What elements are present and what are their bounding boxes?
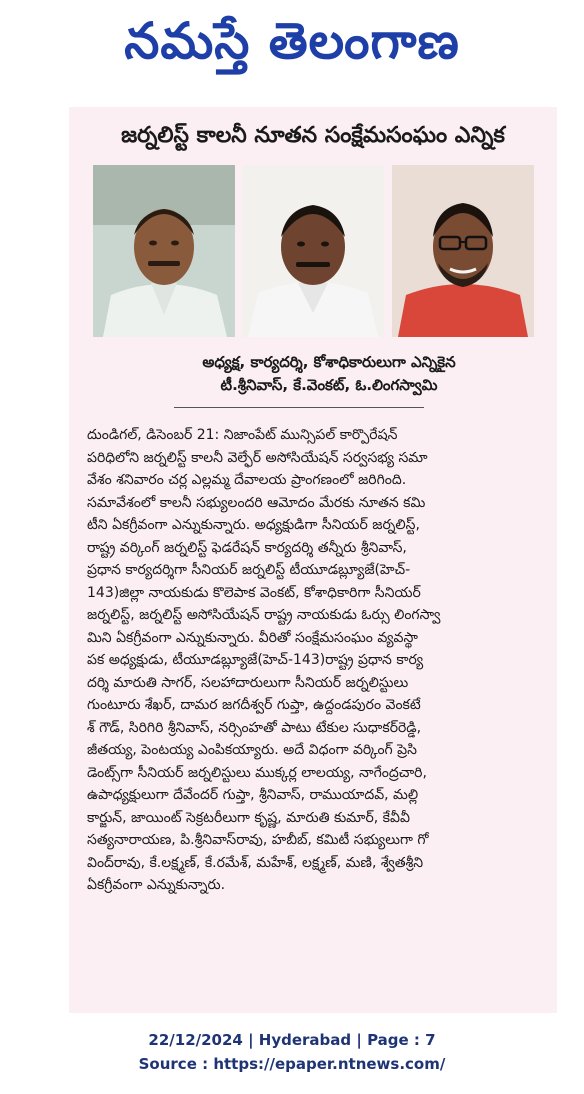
article-body-line: రాష్ట్ర వర్కింగ్ జర్నలిస్ట్ ఫెడరేషన్ కార్యదర్శి తన్నీరు శ్రీనివాస్, <box>87 539 407 556</box>
article-body-line: ప్రధాన కార్యదర్శిగా సీనియర్ జర్నలిస్ట్ టీయూడబ్ల్యూజే(హెచ్- <box>87 562 411 578</box>
photo-caption-line1: అధ్యక్ష, కార్యదర్శి, కోశాధికారులుగా ఎన్నికైన <box>202 353 456 371</box>
article-body-line: మిని ఏకగ్రీవంగా ఎన్నుకున్నారు. వీరితో సంక్షేమసంఘం వ్యవస్థా <box>87 629 418 646</box>
news-clipping <box>69 107 557 1013</box>
article-body-line: ఏకగ్రీవంగా ఎన్నుకున్నారు. <box>87 877 226 893</box>
article-body <box>87 424 549 897</box>
article-body-line: కార్జున్, జాయింట్ సెక్రటరీలుగా కృష్ణ, మారుతి కుమార్, కేవీవీ <box>87 809 410 826</box>
caption-divider <box>174 407 424 408</box>
photo-president <box>93 165 235 337</box>
article-body-line: వింద్‌రావు, కే.లక్ష్మణ్, కే.రమేశ్, మహేశ్, లక్ష్మణ్, మణి, శ్వేతశ్రీని <box>87 854 424 871</box>
article-body-line: దర్శి మారుతి సాగర్, సలహాదారులుగా సీనియర్ జర్నలిస్టులు <box>87 674 409 691</box>
article-body-line: దుండిగల్, డిసెంబర్ 21: నిజాంపేట్ మున్సిపల్ కార్పొరేషన్ <box>87 427 398 443</box>
article-body-line: గుంటూరు శేఖర్, దామర జగదీశ్వర్ గుప్తా, ఉద్దండపురం వెంకటే <box>87 697 421 713</box>
article-body-line: జీతయ్య, పెంటయ్య ఎంపికయ్యారు. అదే విధంగా వర్కింగ్ ప్రెసి <box>87 742 417 758</box>
article-body-line: జర్నలిస్ట్, జర్నలిస్ట్ అసోసియేషన్ రాష్ట్ర నాయకుడు ఓర్సు లింగస్వా <box>87 607 441 623</box>
article-body-line: పరిధిలోని జర్నలిస్ట్ కాలనీ వెల్ఫేర్ అసోసియేషన్ సర్వసభ్య సమా <box>87 449 428 466</box>
article-body-line: టీని ఏకగ్రీవంగా ఎన్నుకున్నారు. అధ్యక్షుడిగా సీనియర్ జర్నలిస్ట్, <box>87 517 420 533</box>
article-body-line: డెంట్స్‌గా సీనియర్ జర్నలిస్టులు ముక్కర్ల లాలయ్య, నాగేంద్రచారి, <box>87 764 427 781</box>
photo-treasurer <box>392 165 534 337</box>
article-body-line: సమావేశంలో కాలనీ సభ్యులందరి ఆమోదం మేరకు నూతన కమి <box>87 494 426 511</box>
article-body-line: ఉపాధ్యక్షులుగా దేవేందర్ గుప్తా, శ్రీనివాస్, రాముయాదవ్, మల్లి <box>87 787 419 803</box>
article-body-line: వేశం శనివారం చర్ల ఎల్లమ్మ దేవాలయ ప్రాంగణంలో జరిగింది. <box>87 472 407 488</box>
article-body-line: సత్యనారాయణ, పి.శ్రీనివాస్‌రావు, హబీబ్, కమిటీ సభ్యులుగా గో <box>87 832 429 848</box>
article-body-line: 143)జిల్లా నాయకుడు కొలెపాక వెంకట్, కోశాధికారిగా సీనియర్ <box>87 584 421 601</box>
photo-secretary <box>242 165 384 337</box>
photo-caption-line2: టీ.శ్రీనివాస్, కే.వెంకట్, ఓ.లింగస్వామి <box>220 376 438 394</box>
article-headline: జర్నలిస్ట్ కాలనీ నూతన సంక్షేమసంఘం ఎన్నిక <box>121 123 505 148</box>
footer-source: Source : https://epaper.ntnews.com/ <box>138 1055 446 1073</box>
article-body-line: పక అధ్యక్షుడు, టీయూడబ్ల్యూజే(హెచ్-143)రాష్ట్ర ప్రధాన కార్య <box>87 652 424 668</box>
footer-date-edition: 22/12/2024 | Hyderabad | Page : 7 <box>148 1031 436 1049</box>
newspaper-masthead: నమస్తే తెలంగాణ <box>124 12 460 70</box>
article-body-line: శ్ గౌడ్, సిరిగిరి శ్రీనివాస్, నర్సింహతో పాటు టేకుల సుధాకర్‌రెడ్డి, <box>87 719 422 736</box>
